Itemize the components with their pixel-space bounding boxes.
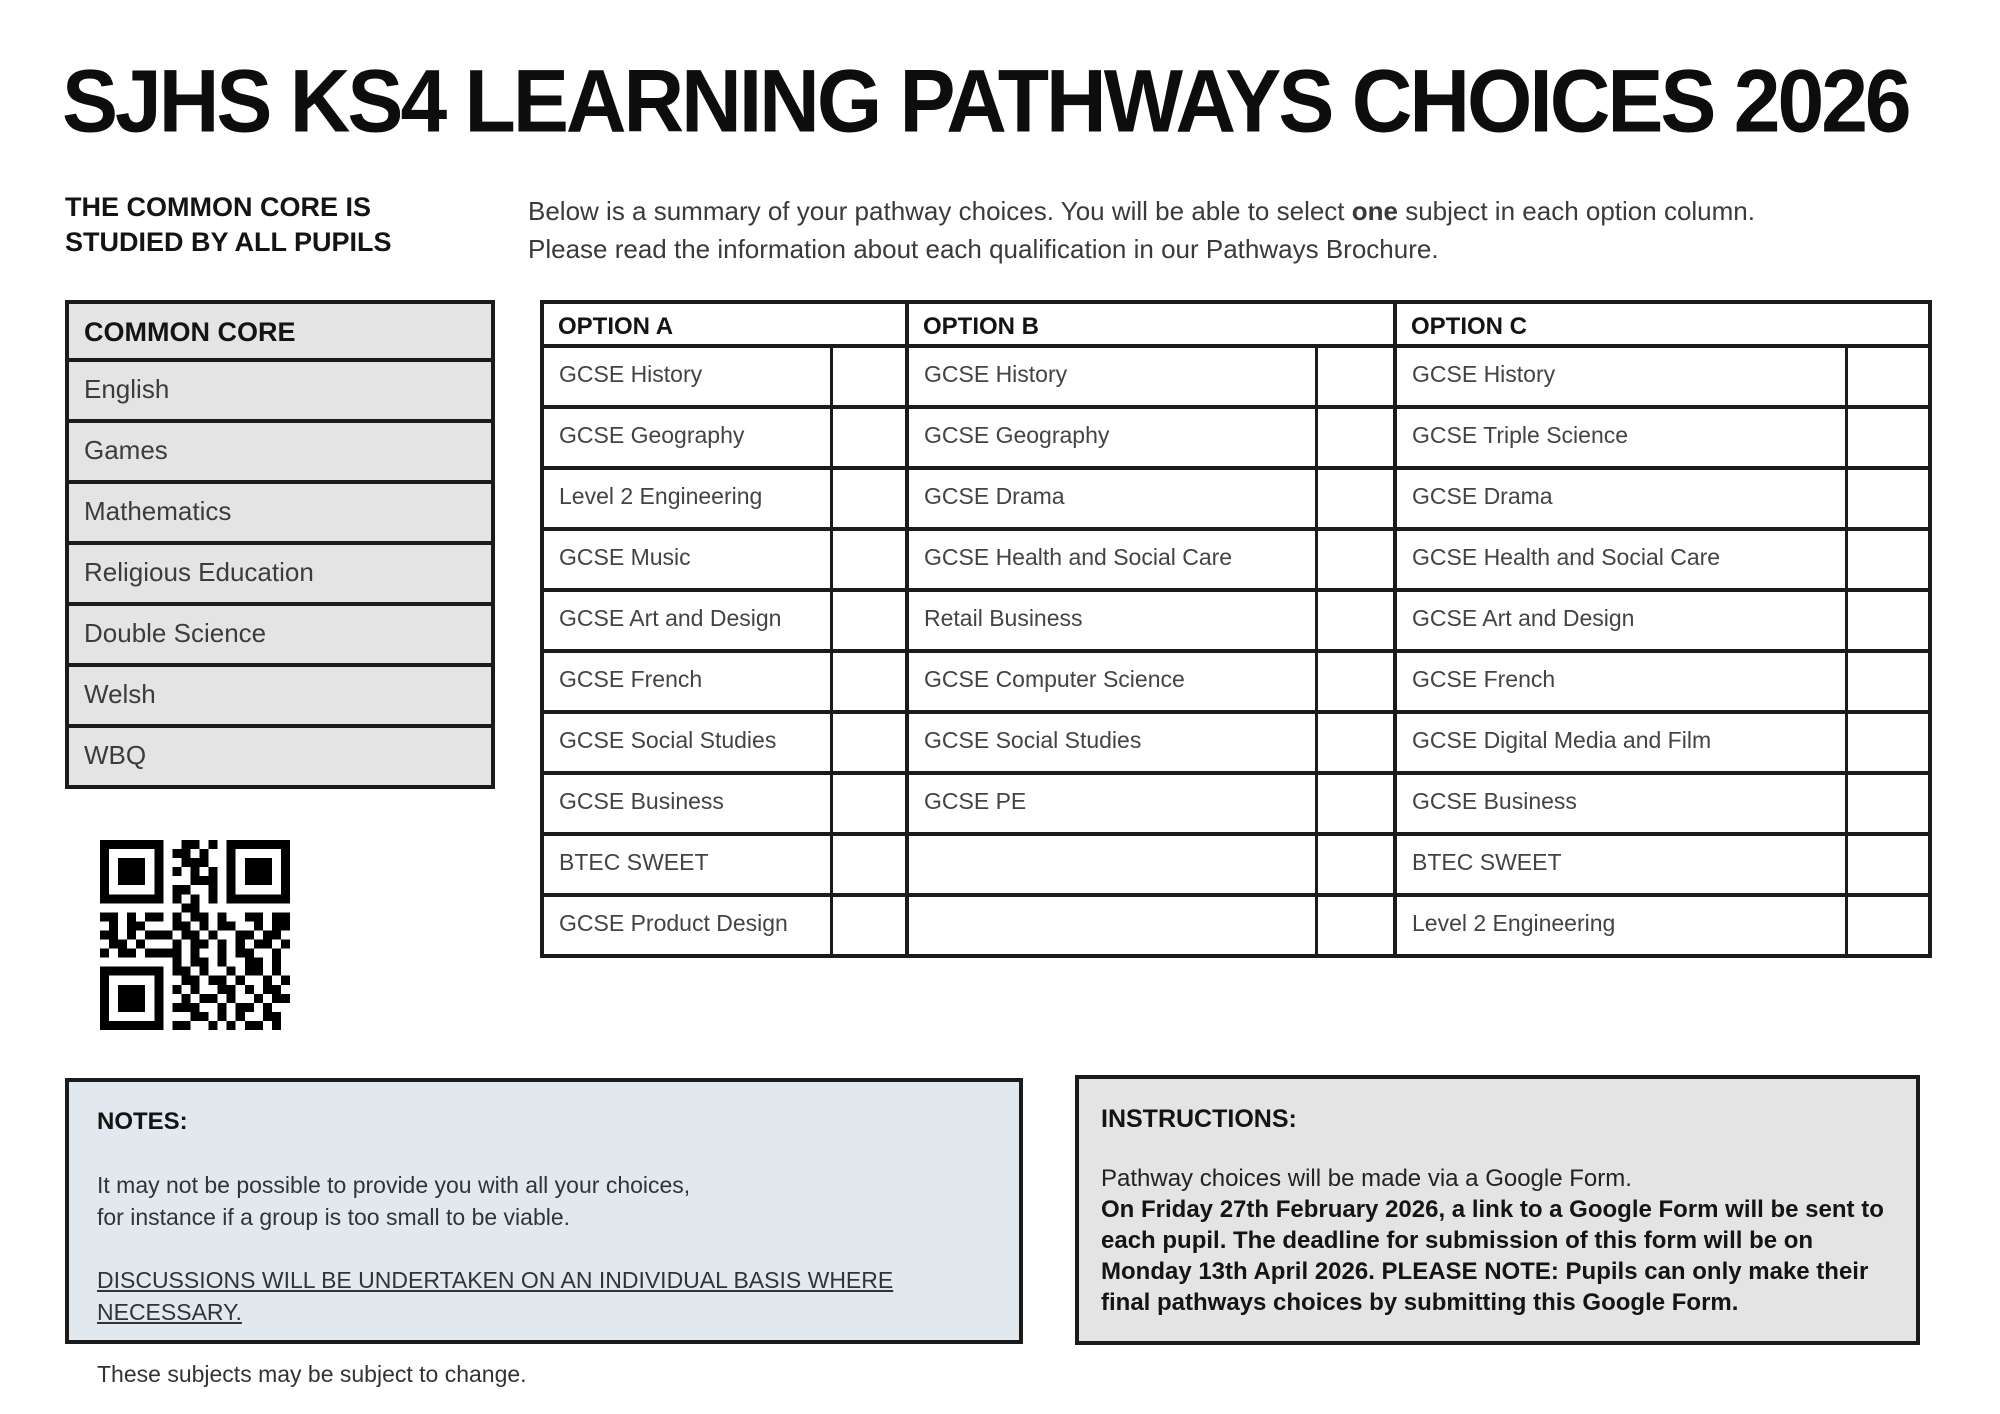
option-a-checkbox-cell <box>830 897 905 954</box>
notes-line3: These subjects may be subject to change. <box>97 1361 527 1387</box>
option-c-subject: Level 2 Engineering <box>1393 897 1845 954</box>
option-a-checkbox-cell <box>830 836 905 893</box>
option-a-subject: Level 2 Engineering <box>559 483 763 509</box>
common-core-table <box>65 300 495 789</box>
option-b-checkbox-cell <box>1315 348 1393 405</box>
options-table <box>540 300 1932 958</box>
option-b-subject: GCSE Geography <box>905 409 1315 466</box>
option-c-subject: GCSE Digital Media and Film <box>1393 714 1845 771</box>
option-c-checkbox-cell <box>1845 348 1928 405</box>
option-a-subject: GCSE History <box>559 361 703 387</box>
intro-bold-word: one <box>1351 196 1398 226</box>
common-core-row: Double Science <box>69 606 491 667</box>
option-c-subject: GCSE Business <box>1393 775 1845 832</box>
option-b-subject: GCSE Health and Social Care <box>905 531 1315 588</box>
option-b-subject: GCSE Social Studies <box>905 714 1315 771</box>
option-c-checkbox-cell <box>1845 470 1928 527</box>
common-core-heading <box>65 190 392 260</box>
intro-paragraph <box>528 192 1888 268</box>
common-core-heading-line2: STUDIED BY ALL PUPILS <box>65 227 392 257</box>
option-b-checkbox-cell <box>1315 653 1393 710</box>
common-core-heading-line1: THE COMMON CORE IS <box>65 192 372 222</box>
options-row <box>544 714 1928 775</box>
option-a-subject: GCSE Art and Design <box>559 605 782 631</box>
option-a-header: OPTION A <box>558 313 674 340</box>
option-a-subject: GCSE Business <box>559 788 724 814</box>
option-a-subject: GCSE Music <box>559 544 691 570</box>
option-b-subject: GCSE Computer Science <box>905 653 1315 710</box>
options-row <box>544 653 1928 714</box>
option-c-subject: GCSE Art and Design <box>1393 592 1845 649</box>
common-core-row: Games <box>69 423 491 484</box>
option-a-subject: GCSE Social Studies <box>559 727 777 753</box>
intro-line1: Below is a summary of your pathway choices. You will be able to select one subject in each option column. <box>528 196 1755 226</box>
option-b-checkbox-cell <box>1315 592 1393 649</box>
option-c-subject: GCSE French <box>1393 653 1845 710</box>
notes-title: NOTES: <box>97 1108 188 1135</box>
option-b-subject: Retail Business <box>905 592 1315 649</box>
instructions-bold-text: On Friday 27th February 2026, a link to a Google Form will be sent to each pupil. The deadline for submission of this form will be on Monday 13th April 2026. PLEASE NOTE: Pupils can only make their final pathways choices by submitting this Google Form. <box>1101 1196 1884 1316</box>
option-c-subject: GCSE History <box>1393 348 1845 405</box>
options-row <box>544 531 1928 592</box>
instructions-line1: Pathway choices will be made via a Google Form. <box>1101 1165 1632 1192</box>
option-c-checkbox-cell <box>1845 714 1928 771</box>
option-b-checkbox-cell <box>1315 470 1393 527</box>
options-table-header-row <box>544 304 1928 348</box>
option-a-subject: GCSE Product Design <box>559 910 788 936</box>
option-b-checkbox-cell <box>1315 531 1393 588</box>
options-row <box>544 775 1928 836</box>
option-a-checkbox-cell <box>830 348 905 405</box>
option-c-subject: BTEC SWEET <box>1393 836 1845 893</box>
option-c-subject: GCSE Drama <box>1393 470 1845 527</box>
option-b-subject <box>905 897 1315 954</box>
option-a-checkbox-cell <box>830 531 905 588</box>
option-b-subject <box>905 836 1315 893</box>
option-a-checkbox-cell <box>830 409 905 466</box>
option-c-header: OPTION C <box>1393 304 1928 344</box>
options-row <box>544 897 1928 954</box>
option-b-checkbox-cell <box>1315 714 1393 771</box>
option-c-checkbox-cell <box>1845 836 1928 893</box>
options-row <box>544 348 1928 409</box>
option-a-checkbox-cell <box>830 470 905 527</box>
option-b-checkbox-cell <box>1315 897 1393 954</box>
instructions-box <box>1075 1075 1920 1345</box>
option-a-checkbox-cell <box>830 592 905 649</box>
option-b-subject: GCSE Drama <box>905 470 1315 527</box>
option-b-subject: GCSE PE <box>905 775 1315 832</box>
option-a-checkbox-cell <box>830 653 905 710</box>
options-row <box>544 592 1928 653</box>
common-core-row: Religious Education <box>69 545 491 606</box>
options-row <box>544 836 1928 897</box>
notes-underlined-line: DISCUSSIONS WILL BE UNDERTAKEN ON AN INDIVIDUAL BASIS WHERE NECESSARY. <box>97 1267 894 1325</box>
qr-code-icon <box>100 840 290 1030</box>
common-core-row: WBQ <box>84 740 147 770</box>
common-core-row: Mathematics <box>69 484 491 545</box>
option-c-checkbox-cell <box>1845 592 1928 649</box>
options-row <box>544 409 1928 470</box>
option-b-checkbox-cell <box>1315 409 1393 466</box>
option-c-subject: GCSE Health and Social Care <box>1393 531 1845 588</box>
intro-line2: Please read the information about each qualification in our Pathways Brochure. <box>528 234 1439 264</box>
option-b-header: OPTION B <box>905 304 1393 344</box>
option-a-subject: GCSE French <box>559 666 703 692</box>
common-core-row: Welsh <box>69 667 491 728</box>
option-a-checkbox-cell <box>830 714 905 771</box>
notes-line2: for instance if a group is too small to be viable. <box>97 1204 571 1230</box>
option-a-subject: BTEC SWEET <box>559 849 709 875</box>
common-core-row: English <box>69 362 491 423</box>
option-c-checkbox-cell <box>1845 775 1928 832</box>
option-c-checkbox-cell <box>1845 897 1928 954</box>
option-c-checkbox-cell <box>1845 653 1928 710</box>
option-c-subject: GCSE Triple Science <box>1393 409 1845 466</box>
option-c-checkbox-cell <box>1845 409 1928 466</box>
notes-line1: It may not be possible to provide you with all your choices, <box>97 1172 691 1198</box>
option-b-subject: GCSE History <box>905 348 1315 405</box>
page-title: SJHS KS4 LEARNING PATHWAYS CHOICES 2026 <box>62 51 1909 151</box>
instructions-title: INSTRUCTIONS: <box>1101 1105 1297 1133</box>
options-row <box>544 470 1928 531</box>
option-b-checkbox-cell <box>1315 836 1393 893</box>
option-b-checkbox-cell <box>1315 775 1393 832</box>
notes-box <box>65 1078 1023 1387</box>
option-a-subject: GCSE Geography <box>559 422 745 448</box>
common-core-table-header: COMMON CORE <box>69 304 491 362</box>
option-a-checkbox-cell <box>830 775 905 832</box>
option-c-checkbox-cell <box>1845 531 1928 588</box>
